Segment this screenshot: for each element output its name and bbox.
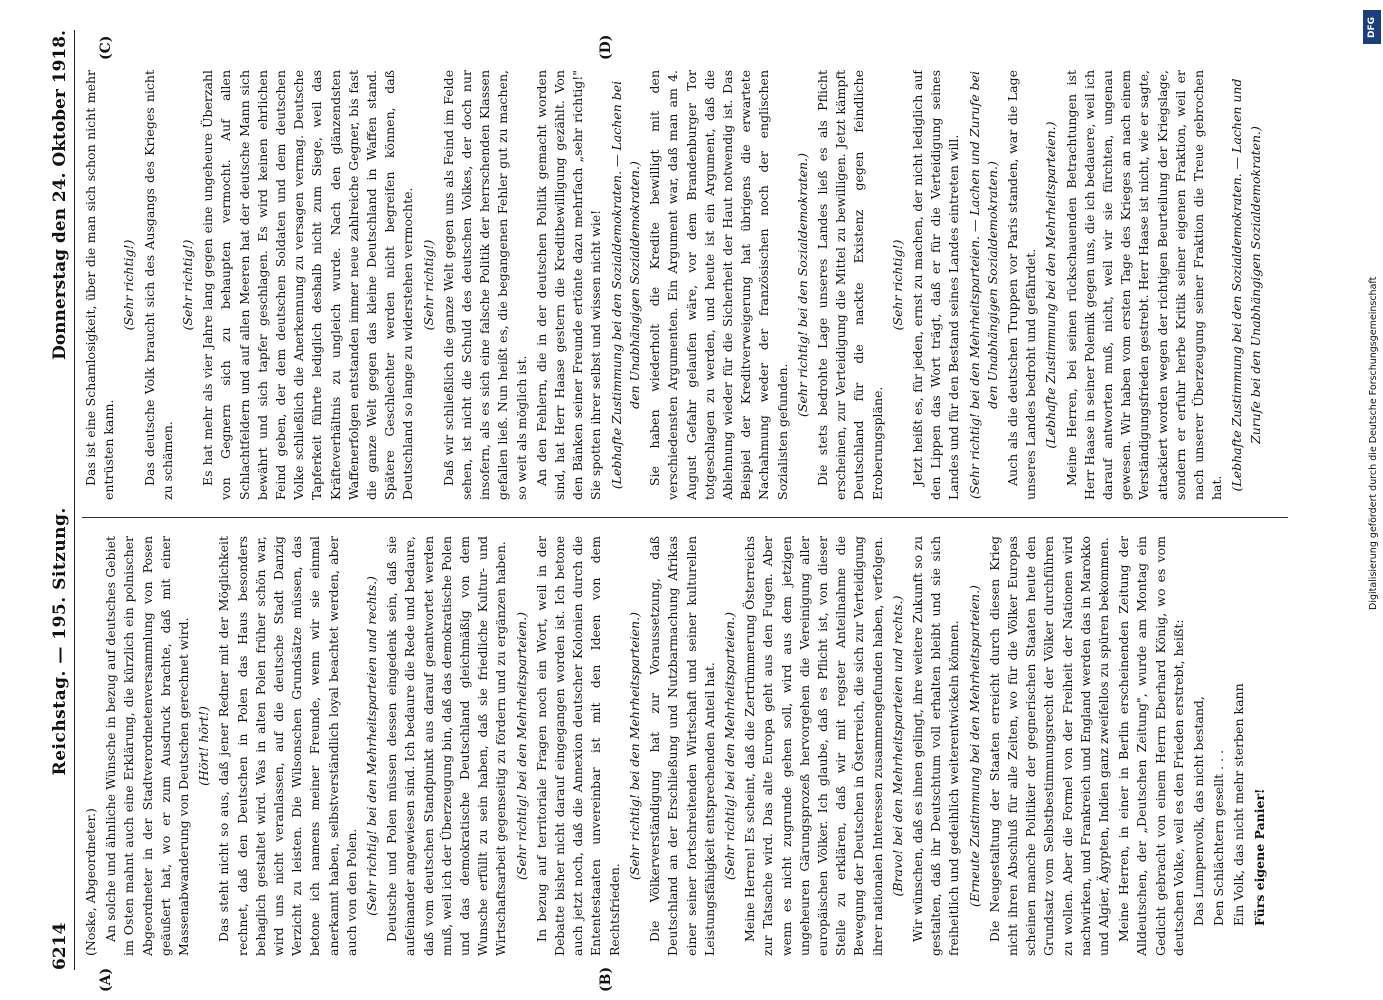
poem-line: Ein Volk, das nicht mehr sterben kann: [1231, 683, 1247, 926]
paragraph: Die Neugestaltung der Staaten erreicht durch diesen Krieg nicht ihren Abschluß für alle Zeiten, wo für die Völker Europas scheinen manche Politiker der gegnerischen Staaten heute den Grundsatz vom Selbstbestimmungsrecht der Völker durchführen zu wollen. Aber die Formel von der Freiheit der Nationen wird nachwirken, und Frankreich und England werden das in Marokko und Algier, Ägypten, Indien ganz zweifellos zu spüren bekommen.: [986, 536, 1111, 956]
paragraph: Wir wünschen, daß es ihnen gelingt, ihre weitere Zukunft so zu gestalten, daß ihr Deutschtum voll erhalten bleibt und sie sich freiheitlich und gedeihlich weiterentwickeln können.: [909, 536, 962, 956]
poem-line: Das Lumpenvolk, das nicht bestand,: [1190, 696, 1206, 926]
interjection: (Sehr richtig! bei den Mehrheitsparteien und rechts.): [364, 576, 380, 916]
paragraph: Meine Herren! Es scheint, daß die Zertrümmerung Österreichs zur Tatsache wird. Das alte Europa geht aus den Fugen. Aber wenn es nicht zugrunde gehen soll, wird aus dem jetzigen ungeheuren Gärungsprozeß hervorgehen die Vereinigung aller europäischen Völker. Ich glaube, daß es Pflicht ist, von dieser Stelle zu erklären, daß wir mit regster Anteilnahme die Bewegung der Deutschen in Österreich, die sich zur Verteidigung ihrer nationalen Interessen zusammengefunden haben, verfolgen.: [742, 536, 885, 956]
interjection: (Hört! hört!): [196, 706, 212, 786]
paragraph: Meine Herren, bei seinen rückschauenden Betrachtungen ist Herr Haase in seiner Polemik gegen uns, die ich bedauere, weil ich darauf antworten muß, nicht, weil wir sie fürchten, ungenau gewesen. Wir haben vom ersten Tage des Krieges an nach einem Verständigungsfrieden gestrebt. Herr Haase ist nicht, wie er sagte, attackiert worden wegen der richtigen Beurteilung der Kriegslage, sondern er erfuhr herbe Kritik seiner eigenen Fraktion, weil er nach unserer Überzeugung seiner Fraktion die Treue gebrochen hat.: [1063, 70, 1225, 500]
paragraph: An solche und ähnliche Wünsche in bezug auf deutsches Gebiet im Osten mahnt auch eine Erklärung, die kürzlich ein polnischer Abgeordneter in der Stadtverordnetenversammlung von Posen geäußert hat, wo er zum Ausdruck brachte, daß mit einer Massenabwanderung von Deutschen gerechnet wird.: [103, 536, 192, 956]
margin-letter-b: (B): [598, 966, 614, 992]
left-column: [82, 536, 1288, 956]
session-title: Reichstag. — 195. Sitzung.: [50, 507, 70, 776]
paragraph: Die Völkerverständigung hat zur Voraussetzung, daß Deutschland an der Erschließung und Nutzbarmachung Afrikas einer seiner fortschreitenden Wirtschaft und seiner kulturellen Leistungsfähigkeit entsprechenden Anteil hat.: [647, 536, 717, 956]
digitization-stamp: [1361, 6, 1381, 986]
page-header: [46, 30, 75, 970]
margin-letter-c: (C): [98, 35, 114, 60]
paragraph: Sie haben wiederholt die Kredite bewilligt mit den verschiedensten Argumenten. Ein Argument war, daß man am 4. August Gefahr gelaufen wäre, vor dem Brandenburger Tor totgeschlagen zu werden, und heute ist ein Argument, daß die Ablehnung wieder für die Sicherheit der Haut notwendig ist. Das Beispiel der Kreditverweigerung hat übrigens die erwartete Nachahmung weder der französischen noch der englischen Sozialisten gefunden.: [647, 70, 790, 500]
interjection: (Sehr richtig!): [180, 239, 196, 331]
column-divider: [82, 517, 1288, 518]
paragraph: Jetzt heißt es, für jeden, ernst zu machen, der nicht lediglich auf den Lippen das Wort trägt, daß er für die Verteidigung seines Landes und für den Bestand seines Landes eintreten will.: [909, 70, 962, 500]
document-page: [38, 0, 1308, 1000]
margin-letter-a: (A): [98, 967, 114, 992]
session-date: Donnerstag den 24. Oktober 1918.: [50, 30, 70, 360]
paragraph: Das ist eine Schamlosigkeit, über die man sich schon nicht mehr entrüsten kann.: [83, 70, 117, 500]
paragraph: Auch als die deutschen Truppen vor Paris standen, war die Lage unseres Landes bedroht und gefährdet.: [1004, 70, 1039, 500]
interjection: (Sehr richtig!): [889, 239, 905, 331]
poem-line: Fürs eigene Panier!: [1251, 788, 1267, 926]
paragraph: Es hat mehr als vier Jahre lang gegen eine ungeheure Überzahl von Gegnern sich zu behaupten vermocht. Auf allen Schlachtfeldern und auf allen Meeren hat der deutsche Mann sich bewährt und sich tapfer geschlagen. Es wird keinen ehrlichen Feind geben, der dem deutschen Soldaten und dem deutschen Volke schließlich die Anerkennung zu versagen vermag. Deutsche Tapferkeit führte lediglich deshalb nicht zum Siege, weil das Kräfteverhältnis zu ungleich wurde. Nach den glänzendsten Waffenerfolgen entstanden immer neue zahlreiche Gegner, bis fast die ganze Welt gegen das kleine Deutschland in Waffen stand. Spätere Geschlechter werden nicht begreifen können, daß Deutschland so lange zu widerstehen vermochte.: [200, 70, 416, 500]
digitization-credit: Digitalisierung gefördert durch die Deutsche Forschungsgemeinschaft: [1368, 276, 1379, 610]
interjection: (Sehr richtig! bei den Mehrheitsparteien. — Lachen und Zurufe bei den Unabhängigen Sozialdemokraten.): [966, 71, 1000, 499]
interjection: (Lebhafte Zustimmung bei den Sozialdemokraten. — Lachen bei den Unabhängigen Sozialdemokraten.): [608, 80, 642, 490]
paragraph: Deutsche und Polen müssen dessen eingedenk sein, daß sie aufeinander angewiesen sind. Ich bedaure die Rede und bedaure, daß vom deutschen Standpunkt aus darauf geantwortet werden muß, weil ich der Überzeugung bin, daß das demokratische Polen und das demokratische Deutschland gleichmäßig von dem Wunsche erfüllt zu sein haben, daß sie friedliche Kultur- und Wirtschaftsarbeit gegenseitig zu fördern und zu ergänzen haben.: [384, 536, 509, 956]
paragraph: Daß wir schließlich die ganze Welt gegen uns als Feind im Felde sehen, ist nicht die Schuld des deutschen Volkes, der doch nur insofern, als es sich eine falsche Politik der herrschenden Klassen gefallen ließ. Nun heißt es, die begangenen Fehler gut zu machen, so weit als möglich ist.: [440, 70, 529, 500]
dfg-logo: DFG: [1363, 10, 1381, 44]
interjection: (Bravo! bei den Mehrheitsparteien und rechts.): [889, 595, 905, 897]
interjection: (Sehr richtig!): [121, 239, 137, 331]
paragraph: Das steht nicht so aus, daß jener Redner mit der Möglichkeit rechnet, daß den Deutschen in Polen das Haus besonders behaglich gestaltet wird. Was in alten Polen früher schön war, wird uns nicht veranlassen, auf die deutsche Stadt Danzig Verzicht zu leisten. Die Wilsonschen Grundsätze müssen, das betone ich namens meiner Freunde, wenn wir sie einmal anerkannt haben, selbstverständlich loyal beachtet werden, aber auch von den Polen.: [216, 536, 359, 956]
right-column: [82, 70, 1288, 500]
speaker-line: (Noske, Abgeordneter.): [83, 808, 98, 956]
margin-letter-d: (D): [598, 34, 614, 60]
interjection: (Sehr richtig! bei den Mehrheitsparteien.): [626, 612, 642, 880]
interjection: (Erneute Zustimmung bei den Mehrheitsparteien.): [966, 585, 982, 907]
poem-line: Den Schlächtern gesellt . . .: [1211, 749, 1227, 926]
page-number: 6214: [50, 922, 70, 970]
interjection: (Lebhafte Zustimmung bei den Mehrheitsparteien.): [1043, 121, 1059, 449]
interjection: (Sehr richtig! bei den Mehrheitsparteien.): [721, 612, 737, 880]
paragraph: Die stets bedrohte Lage unseres Landes ließ es als Pflicht erscheinen, zur Verteidigung die Mittel zu bewilligen. Jetzt kämpft Deutschland für die nackte Existenz gegen feindliche Eroberungspläne.: [814, 70, 885, 500]
paragraph: An den Fehlern, die in der deutschen Politik gemacht worden sind, hat Herr Haase gestern die Kreditbewilligung gezählt. Von den Bänken seiner Freunde ertönte dazu mehrfach „sehr richtig!" Sie spotten ihrer selbst und wissen nicht wie!: [533, 70, 604, 500]
interjection: (Sehr richtig! bei den Mehrheitsparteien.): [513, 612, 529, 880]
paragraph: Das deutsche Volk braucht sich des Ausgangs des Krieges nicht zu schämen.: [141, 70, 175, 500]
interjection: (Lebhafte Zustimmung bei den Sozialdemokraten. — Lachen und Zurufe bei den Unabhängigen Sozialdemokraten.): [1229, 78, 1263, 492]
interjection: (Sehr richtig!): [420, 239, 436, 331]
paragraph: In bezug auf territoriale Fragen noch ein Wort, weil in der Debatte bisher nicht darauf eingegangen worden ist. Ich betone auch jetzt noch, daß die Annexion deutscher Kolonien durch die Ententestaaten unvereinbar ist mit den Ideen von dem Rechtsfrieden.: [533, 536, 622, 956]
interjection: (Sehr richtig! bei den Sozialdemokraten.): [794, 153, 810, 417]
paragraph: Meine Herren, in einer in Berlin erscheinenden Zeitung der Alldeutschen, der „Deutschen Zeitung", wurde am Montag ein Gedicht gebracht von einem Herrn Eberhard König, wo es vom deutschen Volke, weil es den Frieden erstrebt, heißt:: [1116, 536, 1186, 956]
